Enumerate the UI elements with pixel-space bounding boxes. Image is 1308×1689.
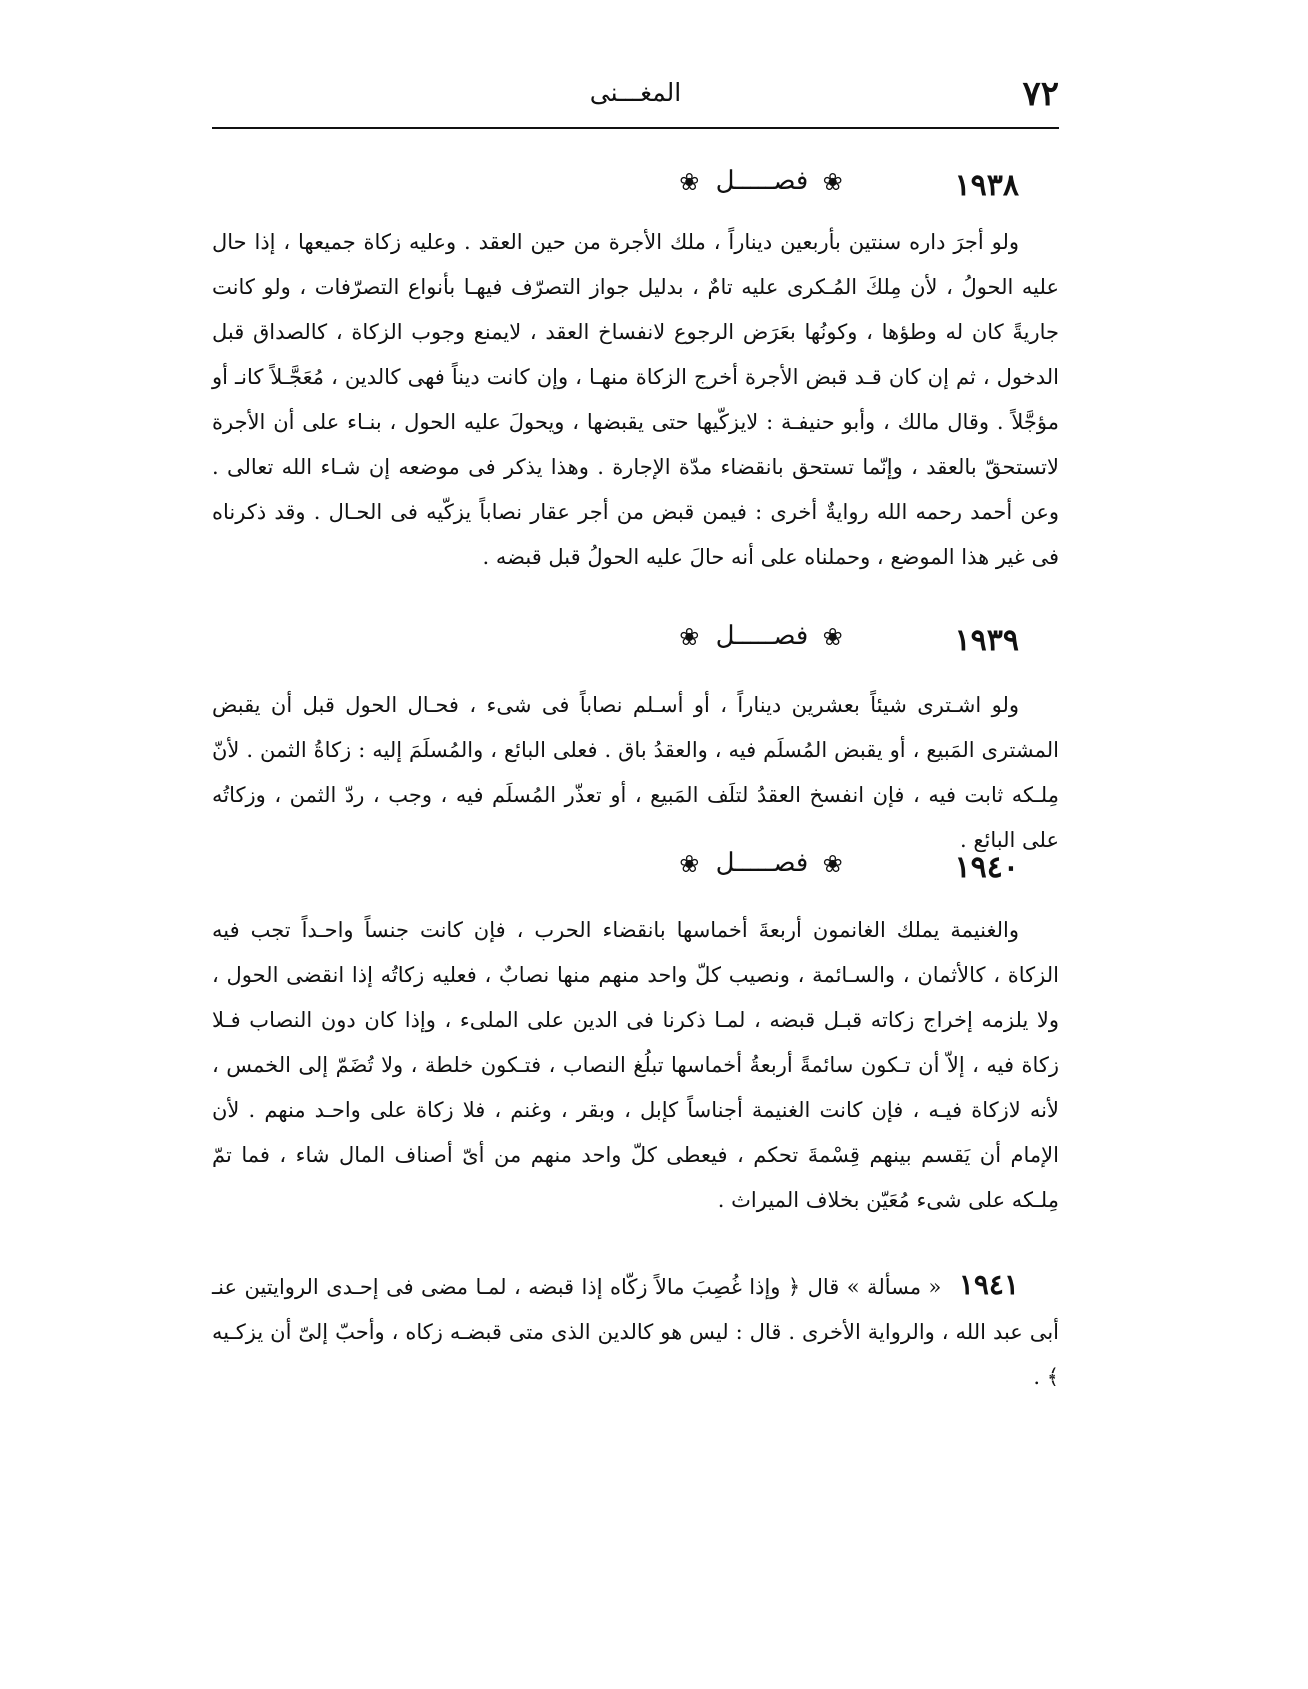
section-heading-1940	[212, 848, 1059, 888]
section-heading-1938	[212, 166, 1059, 206]
paragraph: ولو أجرَ داره سنتين بأربعين ديناراً ، ملك الأجرة من حين العقد . وعليه زكاة جميعها ، إذا حال عليه الحولُ ، لأن مِلكَ المُـكرى عليه تامٌ ، بدليل جواز التصرّف فيهـا بأنواع التصرّفات ، ولو كانت جاريةً كان له وطؤها ، وكونُها بعَرَض الرجوع لانفساخ العقد ، لايمنع وجوب الزكاة ، كالصداق قبل الدخول ، ثم إن كان قـد قبض الأجرة أخرج الزكاة منهـا ، وإن كانت ديناً فهى كالدين ، مُعَجَّـلاً كانـ أو مؤجَّلاً . وقال مالك ، وأبو حنيفـة : لايزكّيها حتى يقبضها ، ويحولَ عليه الحول ، بنـاء على أن الأجرة لاتستحقّ بالعقد ، وإنّما تستحق بانقضاء مدّة الإجارة . وهذا يذكر فى موضعه إن شـاء الله تعالى . وعن أحمد رحمه الله روايةٌ أخرى : فيمن قبض من أجر عقار نصاباً يزكّيه فى الحـال . وقد ذكرناه فى غير هذا الموضع ، وحملناه على أنه حالَ عليه الحولُ قبل قبضه .	[212, 230, 1059, 569]
page-header	[212, 72, 1059, 122]
header-rule	[212, 127, 1059, 129]
floral-ornament-icon: ❀	[822, 850, 845, 878]
section-title	[632, 621, 892, 651]
section-body-1939	[212, 683, 1059, 863]
floral-ornament-icon: ❀	[679, 168, 702, 196]
section-title-text: فصـــــل	[715, 621, 809, 651]
floral-ornament-icon: ❀	[822, 168, 845, 196]
section-title-text: فصـــــل	[715, 848, 809, 878]
masala-1941	[212, 1262, 1059, 1400]
paragraph	[212, 1262, 1059, 1400]
masala-number: ١٩٤١	[958, 1268, 1019, 1301]
section-number: ١٩٤٠	[954, 850, 1019, 885]
section-heading-1939	[212, 621, 1059, 661]
section-number: ١٩٣٨	[954, 168, 1019, 203]
masala-text: « مسألة » قال ﴿ وإذا غُصِبَ مالاً زكّاه إذا قبضه ، لمـا مضى فى إحـدى الروايتين عنـ أبى عبد الله ، والرواية الأخرى . قال : ليس هو كالدين الذى متى قبضـه زكاه ، وأحبّ إلىّ أن يزكـيه ﴾ .	[212, 1275, 1059, 1389]
floral-ornament-icon: ❀	[822, 623, 845, 651]
floral-ornament-icon: ❀	[679, 623, 702, 651]
section-title-text: فصـــــل	[715, 166, 809, 196]
paragraph: والغنيمة يملك الغانمون أربعةَ أخماسها بانقضاء الحرب ، فإن كانت جنساً واحـداً تجب فيه الزكاة ، كالأثمان ، والسـائمة ، ونصيب كلّ واحد منهم منها نصابٌ ، فعليه زكاتُه إذا انقضى الحول ، ولا يلزمه إخراج زكاته قبـل قبضه ، لمـا ذكرنا فى الدين على الملىء ، وإذا كان دون النصاب فـلا زكاة فيه ، إلاّ أن تـكون سائمةً أربعةُ أخماسها تبلُغ النصاب ، فتـكون خلطة ، ولا تُضَمّ إلى الخمس ، لأنه لازكاة فيـه ، فإن كانت الغنيمة أجناساً كإبل ، وبقر ، وغنم ، فلا زكاة على واحـد منهم . لأن الإمام أن يَقسم بينهم قِسْمةَ تحكم ، فيعطى كلّ واحد منهم من أىّ أصناف المال شاء ، فما تمّ مِلـكه على شىء مُعَيّن بخلاف الميراث .	[212, 918, 1059, 1212]
section-title	[632, 166, 892, 196]
floral-ornament-icon: ❀	[679, 850, 702, 878]
section-number: ١٩٣٩	[954, 623, 1019, 658]
running-title: المغـــنى	[589, 78, 682, 107]
section-body-1938	[212, 220, 1059, 580]
section-body-1940	[212, 908, 1059, 1223]
paragraph: ولو اشـترى شيئاً بعشرين ديناراً ، أو أسـلم نصاباً فى شىء ، فحـال الحول قبل أن يقبض المشترى المَبيع ، أو يقبض المُسلَم فيه ، والعقدُ باق . فعلى البائع ، والمُسلَمَ إليه : زكاةُ الثمن . لأنّ مِلـكه ثابت فيه ، فإن انفسخ العقدُ لتلَف المَبيع ، أو تعذّر المُسلَم فيه ، وجب ، ردّ الثمن ، وزكاتُه على البائع .	[212, 693, 1059, 852]
section-title	[632, 848, 892, 878]
page-number: ٧٢	[1022, 74, 1059, 114]
